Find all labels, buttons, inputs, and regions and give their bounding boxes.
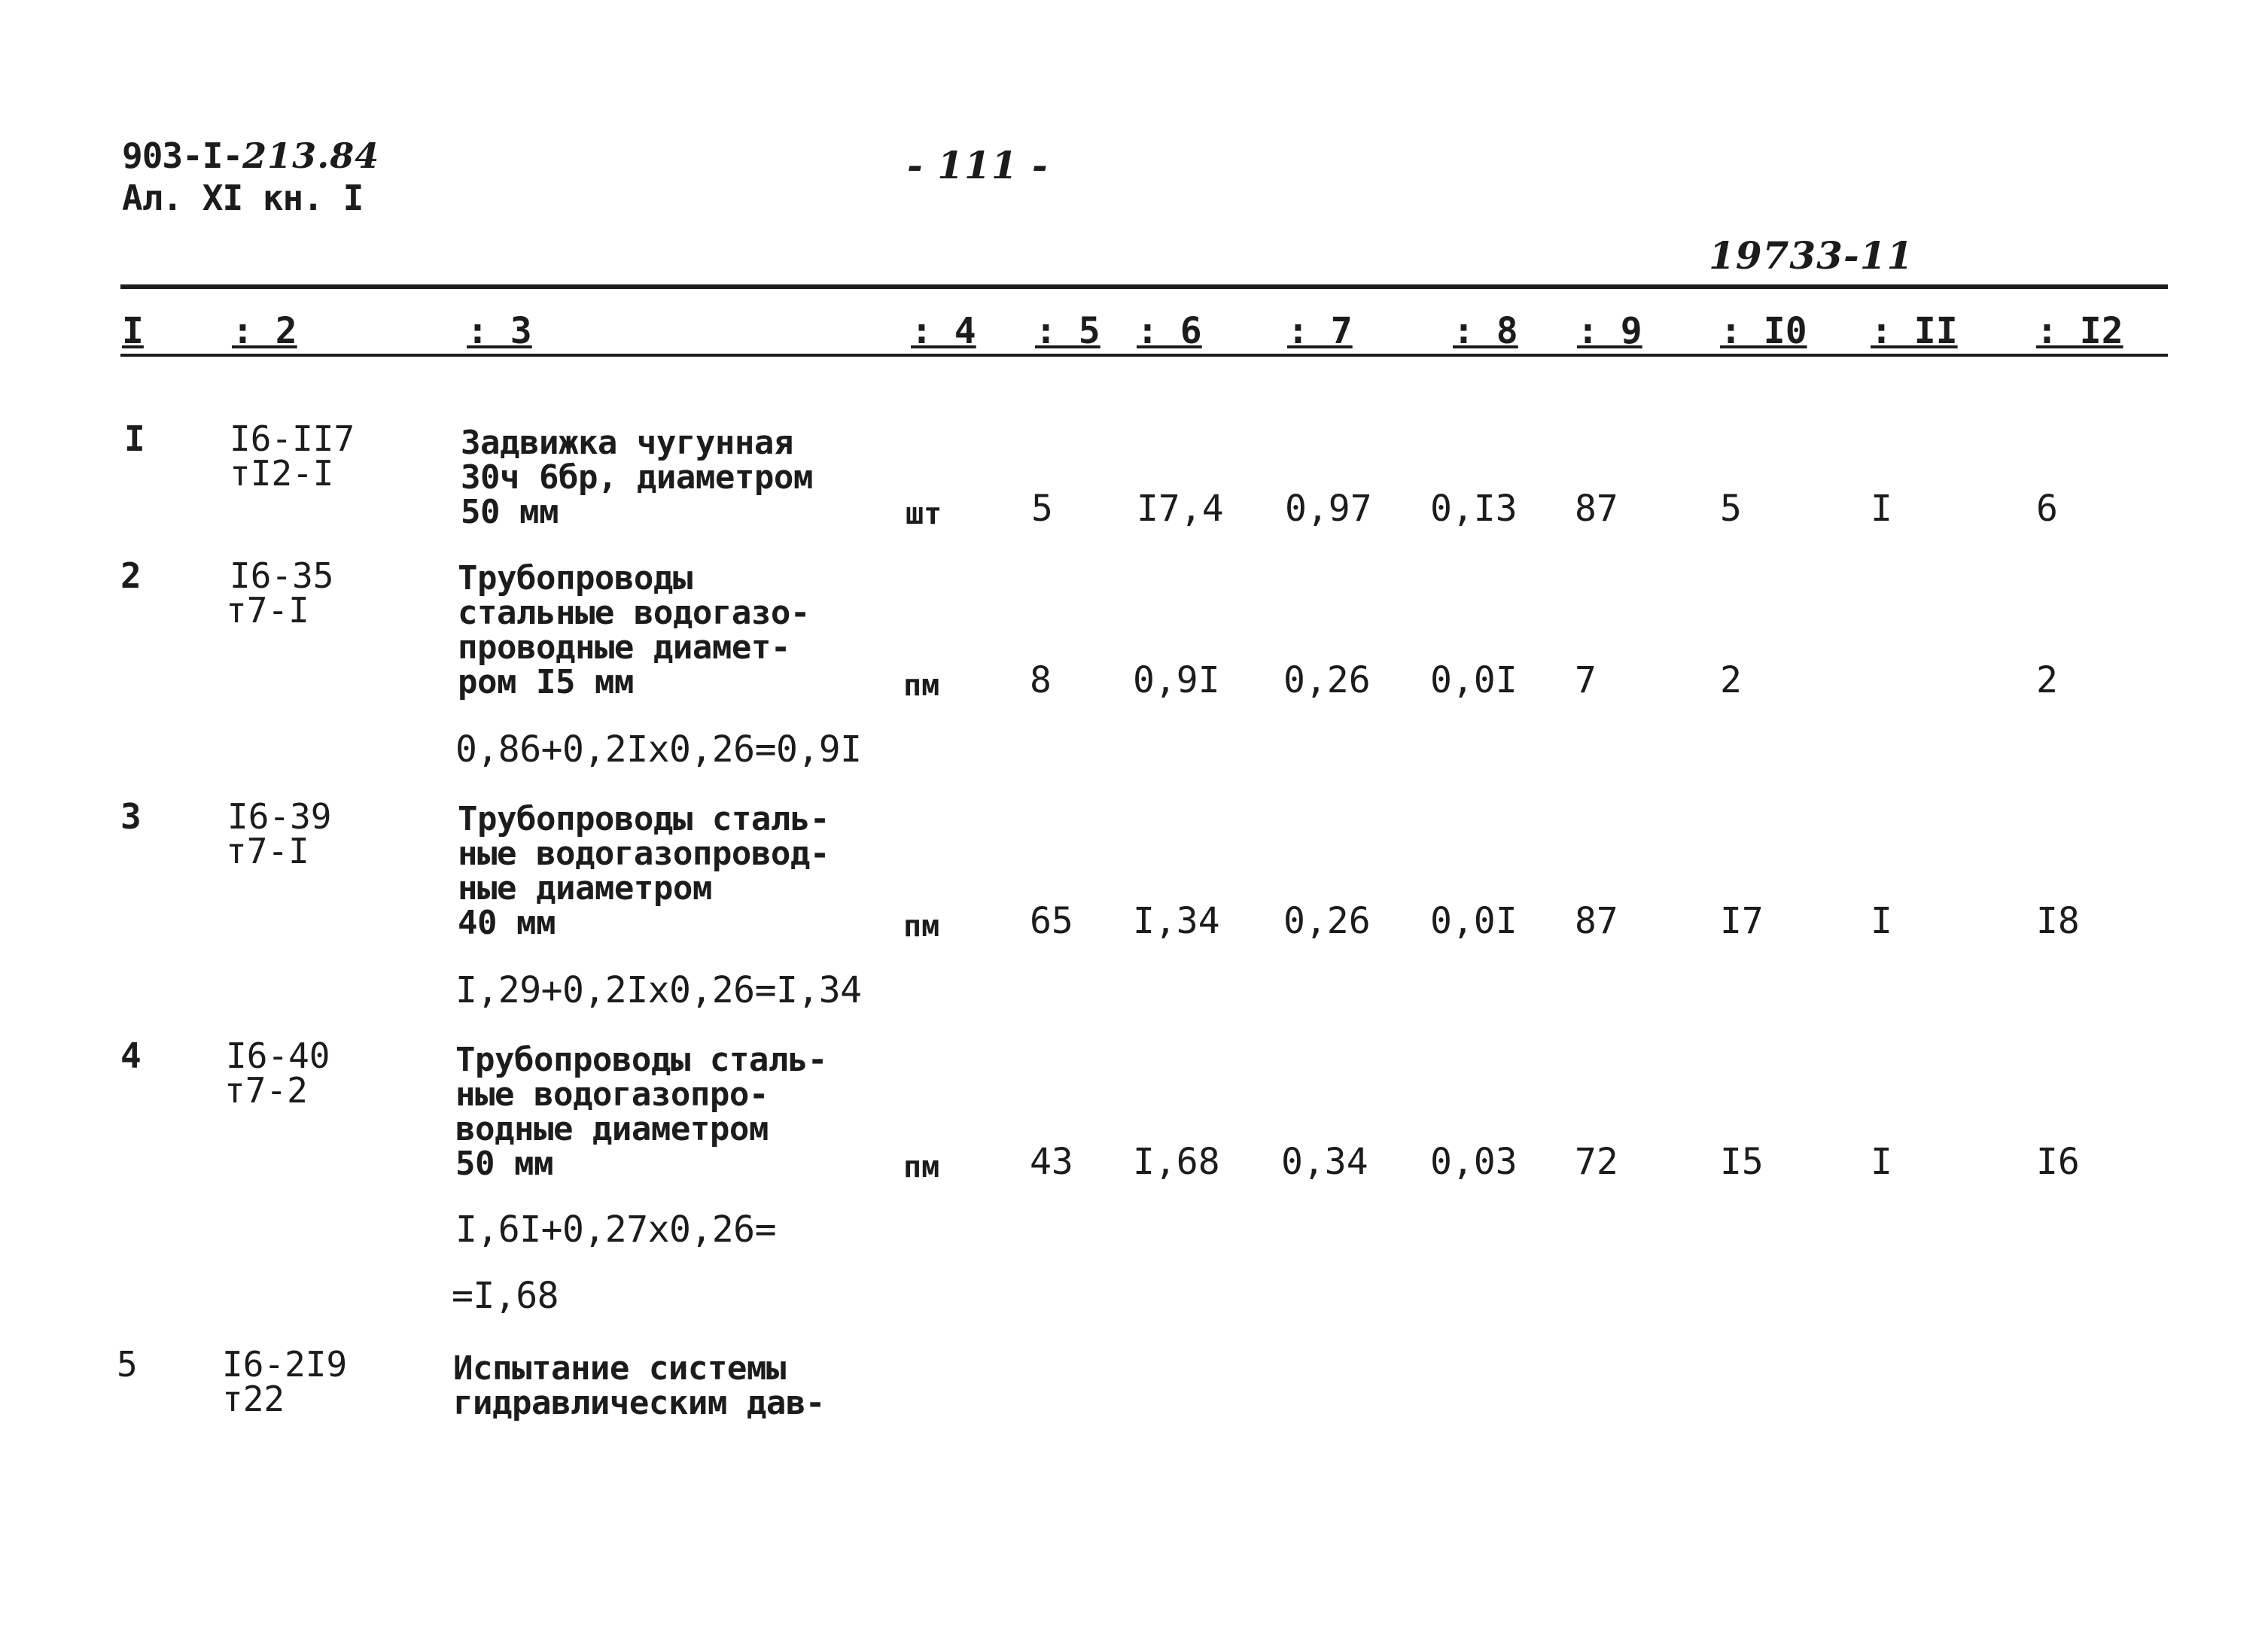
col-head-3: : 3	[467, 310, 532, 352]
cell-9: 87	[1575, 900, 1618, 942]
cell-6: I7,4	[1137, 488, 1224, 530]
col-head-11: : II	[1871, 310, 1958, 352]
cell-8: 0,I3	[1430, 488, 1518, 530]
inv-number: 19733-11	[1709, 233, 1914, 278]
cell-12: I6	[2036, 1141, 2080, 1183]
cell-12: 2	[2036, 659, 2058, 701]
row-number: 2	[120, 555, 142, 596]
cell-10: 2	[1720, 659, 1742, 701]
unit: пм	[903, 909, 940, 944]
code-line: т7-2	[224, 1070, 308, 1111]
row-number: I	[124, 418, 145, 459]
formula-line: 0,86+0,2Iх0,26=0,9I	[455, 728, 862, 771]
description-line: ром I5 мм	[458, 663, 634, 701]
description-line: 50 мм	[461, 493, 559, 531]
code-line: т22	[222, 1379, 285, 1419]
cell-5: 8	[1030, 659, 1052, 701]
col-head-12: : I2	[2036, 310, 2123, 352]
cell-8: 0,03	[1430, 1141, 1518, 1183]
cell-5: 43	[1030, 1141, 1073, 1183]
description-line: водные диаметром	[455, 1110, 769, 1148]
cell-7: 0,26	[1283, 659, 1371, 701]
cell-6: I,68	[1133, 1141, 1220, 1183]
code-line: I6-40	[226, 1035, 330, 1076]
header-rule	[120, 354, 2168, 357]
formula-line: I,29+0,2Iх0,26=I,34	[455, 969, 862, 1011]
description-line: Трубопроводы сталь-	[455, 1041, 827, 1079]
unit: шт	[906, 497, 942, 531]
cell-10: I5	[1720, 1141, 1764, 1183]
cell-11: I	[1871, 488, 1892, 530]
cell-7: 0,97	[1285, 488, 1372, 530]
col-head-8: : 8	[1453, 310, 1518, 352]
code-line: т7-I	[226, 831, 309, 871]
description-line: Трубопроводы сталь-	[458, 800, 830, 838]
description-line: 40 мм	[458, 904, 556, 942]
unit: пм	[903, 668, 940, 703]
code-line: I6-35	[230, 555, 334, 596]
description-line: 30ч 6бр, диаметром	[461, 458, 813, 497]
description-line: ные диаметром	[458, 869, 712, 908]
page-number: - 111 -	[907, 143, 1049, 187]
col-head-9: : 9	[1577, 310, 1642, 352]
cell-11: I	[1871, 900, 1892, 942]
col-head-7: : 7	[1287, 310, 1353, 352]
col-head-2: : 2	[232, 310, 297, 352]
cell-5: 5	[1031, 488, 1053, 530]
code-line: I6-39	[227, 796, 332, 837]
cell-8: 0,0I	[1430, 659, 1518, 701]
cell-5: 65	[1030, 900, 1073, 942]
description-line: Трубопроводы	[458, 559, 693, 597]
description-line: Задвижка чугунная	[461, 424, 793, 462]
cell-10: I7	[1720, 900, 1764, 942]
cell-10: 5	[1720, 488, 1742, 530]
unit: пм	[903, 1150, 940, 1184]
description-line: ные водогазопровод-	[458, 835, 830, 873]
description-line: проводные диамет-	[458, 628, 790, 667]
cell-8: 0,0I	[1430, 900, 1518, 942]
description-line: ные водогазопро-	[455, 1075, 769, 1114]
doc-code-printed: 903-I-	[122, 135, 243, 176]
code-line: I6-2I9	[222, 1344, 348, 1385]
description-line: 50 мм	[455, 1145, 553, 1183]
description-line: стальные водогазо-	[458, 594, 810, 632]
code-line: I6-II7	[230, 418, 355, 459]
row-number: 5	[117, 1344, 138, 1385]
cell-6: 0,9I	[1133, 659, 1220, 701]
col-head-6: : 6	[1137, 310, 1202, 352]
col-head-4: : 4	[911, 310, 976, 352]
formula-line: =I,68	[452, 1275, 559, 1317]
description-line: гидравлическим дав-	[453, 1384, 825, 1422]
cell-9: 7	[1575, 659, 1597, 701]
cell-9: 72	[1575, 1141, 1618, 1183]
formula-line: I,6I+0,27х0,26=	[455, 1209, 776, 1251]
album-line: Ал. XI кн. I	[122, 178, 364, 218]
top-rule	[120, 284, 2168, 289]
col-head-10: : I0	[1720, 310, 1807, 352]
cell-9: 87	[1575, 488, 1618, 530]
description-line: Испытание системы	[453, 1349, 786, 1388]
row-number: 3	[120, 796, 142, 837]
col-head-1: I	[122, 310, 144, 352]
cell-12: I8	[2036, 900, 2080, 942]
code-line: тI2-I	[230, 453, 334, 494]
col-head-5: : 5	[1035, 310, 1101, 352]
cell-11: I	[1871, 1141, 1892, 1183]
cell-7: 0,34	[1281, 1141, 1368, 1183]
code-line: т7-I	[226, 590, 309, 631]
cell-6: I,34	[1133, 900, 1220, 942]
row-number: 4	[120, 1035, 142, 1076]
doc-code	[122, 135, 379, 176]
cell-7: 0,26	[1283, 900, 1371, 942]
cell-12: 6	[2036, 488, 2058, 530]
doc-code-handwritten: 213.84	[242, 135, 380, 176]
